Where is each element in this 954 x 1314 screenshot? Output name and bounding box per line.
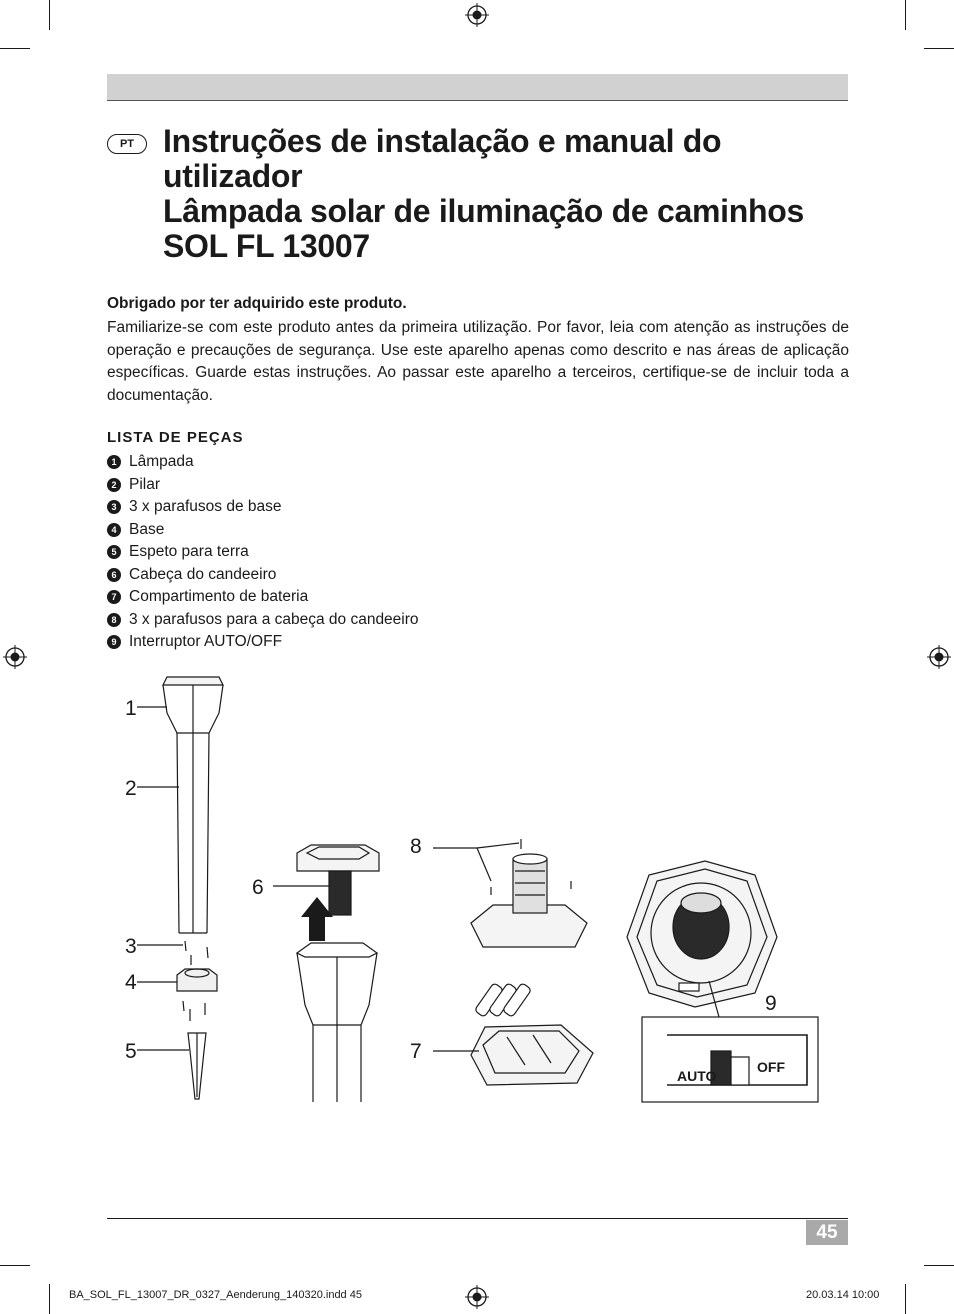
list-item (107, 609, 419, 632)
crop-mark (49, 1284, 50, 1314)
ground-spike-illustration (188, 1033, 206, 1099)
intro-paragraph: Familiarize-se com este produto antes da primeira utilização. Por favor, leia com atenção as instruções de operação e precauções de segurança. Use este aparelho apenas como descrito e nas áreas de aplicação específicas. Guarde estas instruções. Ao passar este aparelho a terceiros, certifique-se de incluir toda a documentação. (107, 319, 849, 404)
callout-5: 5 (125, 1040, 137, 1063)
number-badge: 1 (107, 455, 121, 469)
base-illustration (177, 969, 217, 1021)
lamp-head-illustration (297, 845, 379, 915)
lamp-pillar-illustration (163, 677, 223, 933)
list-item (107, 631, 419, 654)
slug-timestamp: 20.03.14 10:00 (806, 1289, 880, 1301)
list-item (107, 519, 419, 542)
parts-list (107, 451, 419, 654)
part-label: Lâmpada (129, 453, 194, 470)
callout-4: 4 (125, 971, 137, 994)
title-line: Instruções de instalação e manual do (163, 123, 722, 159)
crop-mark (49, 0, 50, 30)
switch-off-label: OFF (757, 1059, 785, 1075)
part-label: Cabeça do candeeiro (129, 565, 277, 583)
intro-heading: Obrigado por ter adquirido este produto. (107, 295, 407, 312)
number-badge: 9 (107, 635, 121, 649)
page-title (163, 124, 863, 264)
callout-2: 2 (125, 777, 137, 800)
list-item (107, 586, 419, 609)
number-badge: 3 (107, 500, 121, 514)
list-item (107, 564, 419, 587)
callout-1: 1 (125, 697, 137, 720)
crop-mark (924, 1265, 954, 1266)
slug-file-info: BA_SOL_FL_13007_DR_0327_Aenderung_140320.indd 45 (69, 1289, 362, 1301)
part-label: 3 x parafusos para a cabeça do candeeiro (129, 610, 419, 628)
crop-mark (905, 0, 906, 30)
callout-3: 3 (125, 935, 137, 958)
registration-mark-icon (465, 3, 489, 27)
part-label: Espeto para terra (129, 543, 249, 560)
footer-rule (107, 1218, 848, 1219)
part-label: 3 x parafusos de base (129, 498, 282, 515)
part-label: Interruptor AUTO/OFF (129, 633, 283, 650)
title-line: utilizador (163, 158, 303, 194)
batteries-illustration (474, 983, 531, 1018)
base-screws-illustration (185, 941, 208, 965)
number-badge: 2 (107, 478, 121, 492)
callout-9: 9 (765, 992, 777, 1015)
leader-line (433, 843, 519, 881)
header-bar (107, 74, 848, 101)
lamp-head-underside-illustration (471, 839, 587, 947)
crop-mark (0, 48, 30, 49)
callout-6: 6 (252, 876, 264, 899)
list-item (107, 474, 419, 497)
parts-list-title: LISTA DE PEÇAS (107, 429, 244, 446)
crop-mark (924, 48, 954, 49)
crop-mark (905, 1284, 906, 1314)
switch-auto-label: AUTO (677, 1068, 717, 1084)
arrow-up-icon (301, 897, 333, 941)
callout-8: 8 (410, 835, 422, 858)
list-item (107, 451, 419, 474)
part-label: Compartimento de bateria (129, 588, 309, 605)
registration-mark-icon (927, 645, 951, 669)
registration-mark-icon (465, 1285, 489, 1309)
list-item (107, 496, 419, 519)
number-badge: 4 (107, 523, 121, 537)
switch-detail-illustration (642, 1017, 818, 1102)
pillar-top-illustration (297, 943, 377, 1102)
crop-mark (0, 1265, 30, 1266)
number-badge: 8 (107, 613, 121, 627)
product-parts-figure (107, 665, 827, 1110)
language-badge: PT (107, 134, 147, 154)
top-view-illustration (627, 861, 777, 1017)
number-badge: 6 (107, 568, 121, 582)
part-label: Base (129, 520, 165, 538)
list-item (107, 541, 419, 564)
registration-mark-icon (3, 645, 27, 669)
number-badge: 7 (107, 590, 121, 604)
part-label: Pilar (129, 475, 161, 493)
page-number: 45 (806, 1220, 848, 1245)
battery-compartment-illustration (471, 1025, 593, 1085)
number-badge: 5 (107, 545, 121, 559)
title-line: SOL FL 13007 (163, 228, 370, 264)
callout-7: 7 (410, 1040, 422, 1063)
title-line: Lâmpada solar de iluminação de caminhos (163, 193, 804, 229)
